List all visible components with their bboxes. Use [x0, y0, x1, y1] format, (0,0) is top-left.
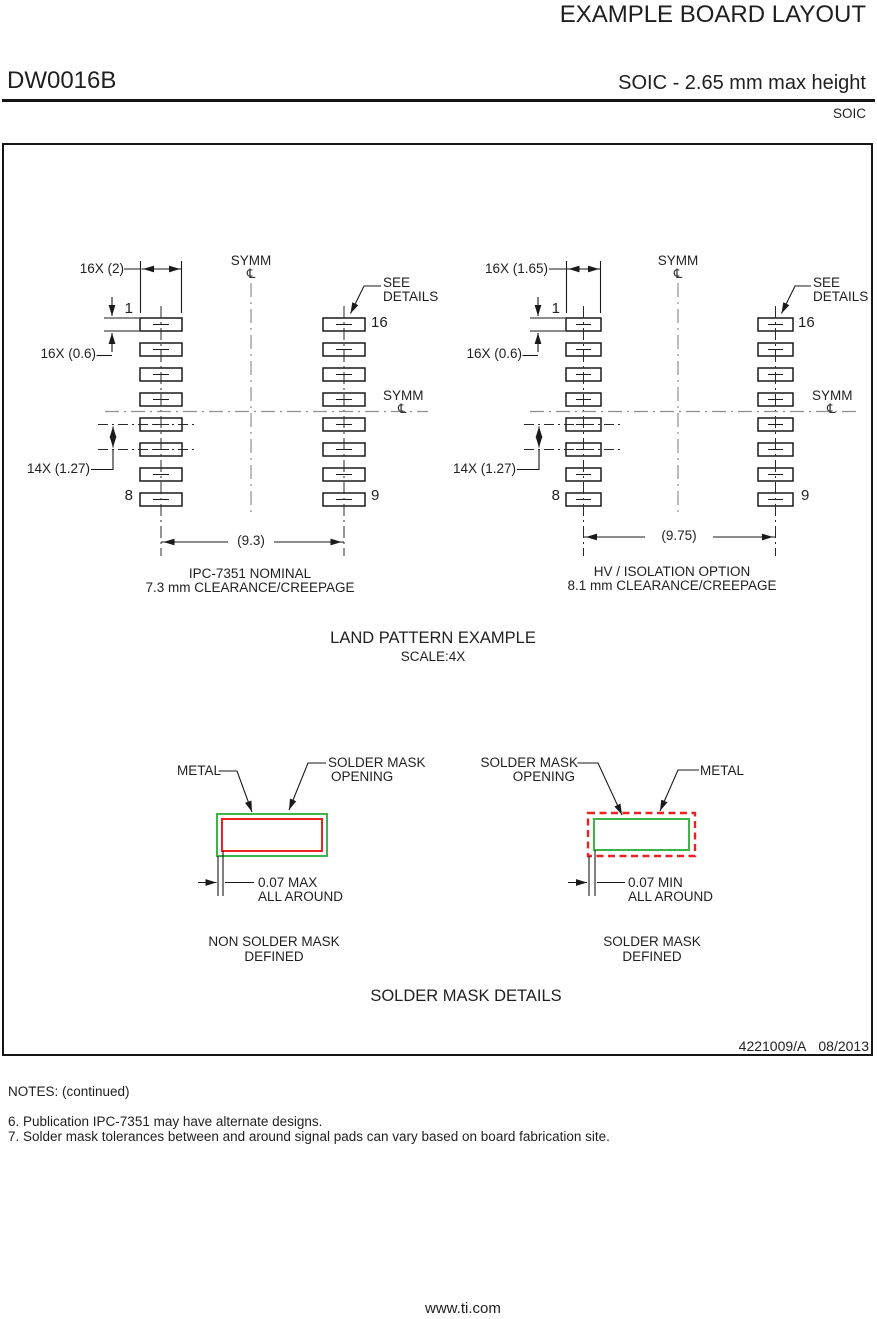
revision-date: 08/2013	[818, 1038, 869, 1054]
smd-caption-line1: SOLDER MASK	[603, 934, 701, 949]
nsmd-dim: 0.07 MAX	[258, 875, 318, 890]
left-pitch-dim: 14X (1.27)	[26, 461, 90, 476]
package-description: SOIC - 2.65 mm max height	[618, 72, 866, 94]
nsmd-opening-label-line1: SOLDER MASK	[328, 755, 426, 770]
smd-opening-label-line2: OPENING	[512, 769, 575, 784]
left-pin1-label: 1	[124, 300, 133, 317]
left-symm-right-label: SYMM	[383, 388, 424, 403]
left-pin9-label: 9	[371, 487, 380, 504]
right-pin1-label: 1	[551, 300, 560, 317]
left-pin16-label: 16	[371, 314, 388, 331]
nsmd-metal-label: METAL	[177, 763, 222, 778]
right-span-dim: (9.75)	[661, 528, 697, 543]
left-symm-top-label: SYMM	[230, 253, 272, 268]
left-symm-top-centerline-icon: ℄	[246, 267, 256, 282]
right-pad-width-dim: 16X (1.65)	[484, 261, 548, 276]
land-pattern-scale: SCALE:4X	[400, 649, 466, 664]
left-caption-line2: 7.3 mm CLEARANCE/CREEPAGE	[145, 580, 355, 595]
left-see-details-line1: SEE	[383, 275, 411, 290]
dimension-arrows	[112, 269, 811, 542]
right-pitch-dim: 14X (1.27)	[452, 461, 516, 476]
part-number: DW0016B	[7, 67, 117, 94]
note-item-7: 7. Solder mask tolerances between and around signal pads can vary based on board fabrication site.	[8, 1129, 610, 1144]
left-pad-width-dim: 16X (2)	[79, 261, 124, 276]
nsmd-caption-line1: NON SOLDER MASK	[208, 934, 340, 949]
right-pin16-label: 16	[798, 314, 815, 331]
right-see-details-line1: SEE	[813, 275, 841, 290]
left-see-details-line2: DETAILS	[383, 289, 439, 304]
left-caption-line1: IPC-7351 NOMINAL	[188, 566, 312, 581]
smd-caption-line2: DEFINED	[622, 949, 682, 964]
left-pin8-label: 8	[124, 487, 133, 504]
pitch-centerlines	[98, 425, 622, 450]
package-type: SOIC	[832, 106, 866, 121]
revision-number: 4221009/A	[738, 1038, 807, 1054]
right-caption-line2: 8.1 mm CLEARANCE/CREEPAGE	[567, 578, 777, 593]
smd-all-around: ALL AROUND	[628, 889, 714, 904]
right-pad-height-dim: 16X (0.6)	[466, 346, 522, 361]
smd-metal-label: METAL	[700, 763, 745, 778]
land-pattern-title: LAND PATTERN EXAMPLE	[330, 629, 536, 647]
notes-heading: NOTES: (continued)	[8, 1084, 130, 1099]
right-see-details-line2: DETAILS	[813, 289, 869, 304]
nsmd-opening-label-line2: OPENING	[331, 769, 394, 784]
left-pad-height-dim: 16X (0.6)	[40, 346, 96, 361]
right-symm-top-label: SYMM	[657, 253, 699, 268]
smd-opening-label-line1: SOLDER MASK	[480, 755, 578, 770]
right-symm-right-centerline-icon: ℄	[827, 402, 836, 417]
right-symm-right-label: SYMM	[812, 388, 853, 403]
nsmd-caption-line2: DEFINED	[244, 949, 304, 964]
right-pin9-label: 9	[801, 487, 810, 504]
page-title: EXAMPLE BOARD LAYOUT	[559, 1, 866, 28]
left-span-dim: (9.3)	[237, 533, 265, 548]
right-pin8-label: 8	[551, 487, 560, 504]
solder-mask-title: SOLDER MASK DETAILS	[370, 987, 562, 1005]
revision-block	[739, 1038, 869, 1054]
left-symm-right-centerline-icon: ℄	[398, 402, 407, 417]
nsmd-all-around: ALL AROUND	[258, 889, 344, 904]
note-item-6: 6. Publication IPC-7351 may have alternate designs.	[8, 1114, 323, 1129]
pad-centerlines	[161, 306, 776, 556]
right-caption-line1: HV / ISOLATION OPTION	[593, 564, 751, 579]
smd-dim: 0.07 MIN	[628, 875, 683, 890]
symmetry-centerlines	[105, 283, 856, 517]
right-symm-top-centerline-icon: ℄	[673, 267, 683, 282]
footer-url-link[interactable]: www.ti.com	[425, 1300, 501, 1317]
